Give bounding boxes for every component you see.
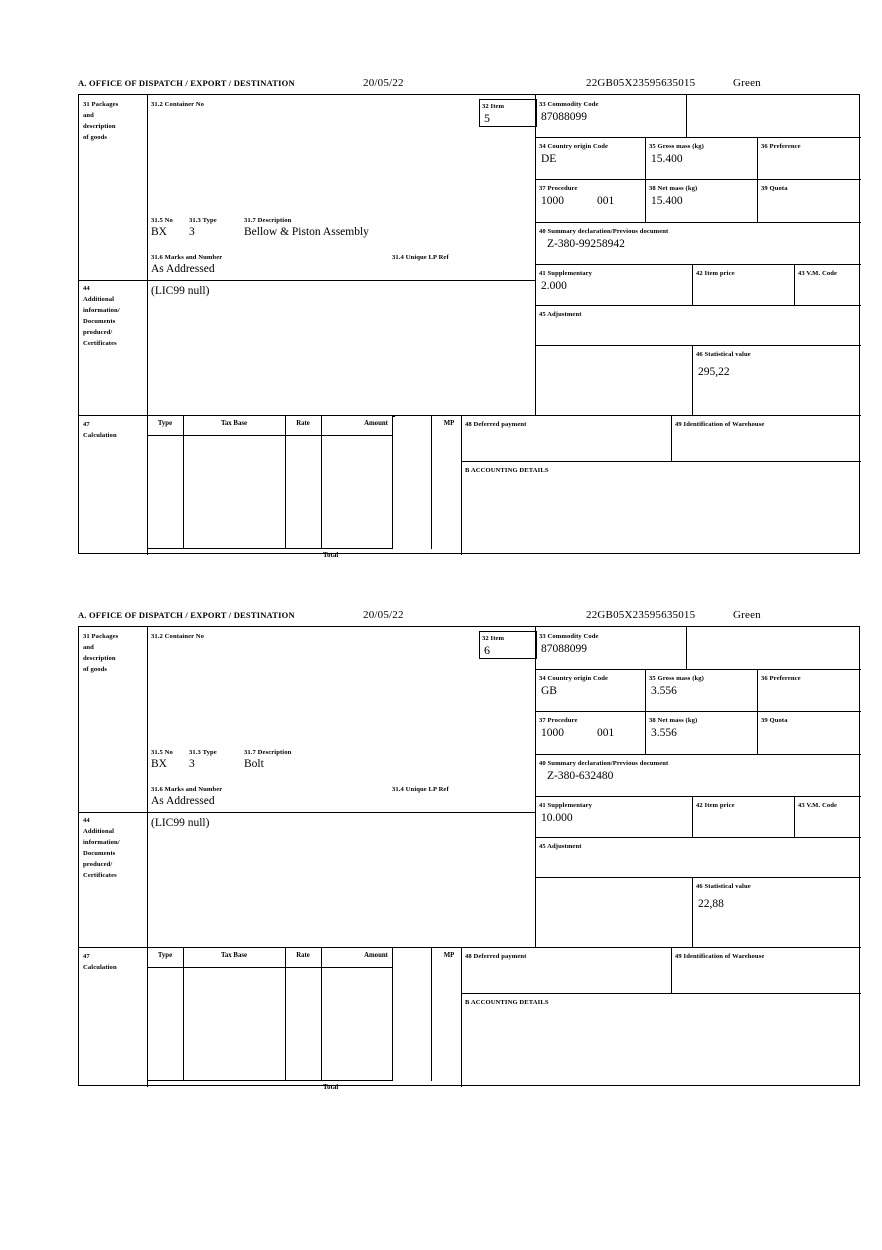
divider-calc-box48 xyxy=(461,415,462,555)
box31-3-label-2: 31.3 Type xyxy=(189,749,217,756)
box33-label: 33 Commodity Code xyxy=(539,101,599,108)
divider-under-row37 xyxy=(535,222,861,223)
calc-mp-header: MP xyxy=(443,420,455,427)
box44-label-line4-2: Documents xyxy=(83,850,116,857)
box31-4-label: 31.4 Unique LP Ref xyxy=(392,254,449,261)
calc-mp-header-2: MP xyxy=(443,952,455,959)
calc-col-divider-2-2 xyxy=(285,947,286,1081)
calc-rate-header: Rate xyxy=(296,420,310,427)
box31-label-line4: of goods xyxy=(83,134,108,141)
routing-lane-2: Green xyxy=(733,609,761,621)
box44-label-line4: Documents xyxy=(83,318,116,325)
calc-total-label: Total xyxy=(323,551,339,559)
additional-information-value: (LIC99 null) xyxy=(151,285,210,297)
calc-col-divider-1-2 xyxy=(183,947,184,1081)
box31-label-line2: and xyxy=(83,112,94,119)
divider-commodity-code xyxy=(686,95,687,137)
declaration-box-2 xyxy=(78,626,860,1091)
divider-under-row41-2 xyxy=(535,837,861,838)
box38-label: 38 Net mass (kg) xyxy=(649,185,698,192)
procedure-extra-value-2: 001 xyxy=(597,727,615,739)
box35-label-2: 35 Gross mass (kg) xyxy=(649,675,704,682)
divider-under-row37-2 xyxy=(535,754,861,755)
procedure-value-2: 1000 xyxy=(541,727,564,739)
divider-under-box48-2 xyxy=(461,993,861,994)
calc-amount-header: Amount xyxy=(364,420,388,427)
declaration-date-2: 20/05/22 xyxy=(363,609,404,621)
box31-2-label: 31.2 Container No xyxy=(151,101,205,108)
divider-box31-box44-2 xyxy=(79,812,535,813)
supplementary-value-2: 10.000 xyxy=(541,812,573,824)
box48-label: 48 Deferred payment xyxy=(465,421,527,428)
divider-before-box46-2 xyxy=(692,877,693,947)
office-of-dispatch-label-2: A. OFFICE OF DISPATCH / EXPORT / DESTINATION xyxy=(78,610,295,620)
box44-label-line3-2: information/ xyxy=(83,839,120,846)
net-mass-value: 15.400 xyxy=(651,195,683,207)
procedure-value: 1000 xyxy=(541,195,564,207)
form-header xyxy=(78,78,862,94)
marks-and-number-value-2: As Addressed xyxy=(151,795,215,807)
box36-label: 36 Preference xyxy=(761,143,801,150)
divider-box42-box43-2 xyxy=(794,796,795,837)
calc-rate-header-2: Rate xyxy=(296,952,310,959)
divider-under-row34-2 xyxy=(535,711,861,712)
box35-label: 35 Gross mass (kg) xyxy=(649,143,704,150)
divider-under-box33-2 xyxy=(535,669,861,670)
statistical-value-2: 22,88 xyxy=(698,898,724,910)
gross-mass-value-2: 3.556 xyxy=(651,685,677,697)
accounting-details-label-2: B ACCOUNTING DETAILS xyxy=(465,999,549,1006)
item-number-value-2: 6 xyxy=(484,643,490,657)
box31-label-line1-2: 31 Packages xyxy=(83,633,119,640)
summary-declaration-value: Z-380-99258942 xyxy=(547,238,625,250)
box44-label-line6: Certificates xyxy=(83,340,117,347)
box42-label-2: 42 Item price xyxy=(696,802,735,809)
box37-label: 37 Procedure xyxy=(539,185,578,192)
declaration-date: 20/05/22 xyxy=(363,77,404,89)
supplementary-value: 2.000 xyxy=(541,280,567,292)
box44-label-line2: Additional xyxy=(83,296,115,303)
form-header-2 xyxy=(78,610,862,626)
statistical-value: 295,22 xyxy=(698,366,730,378)
box32-label-2: 32 Item xyxy=(482,635,505,642)
box44-label-line5: produced/ xyxy=(83,329,113,336)
box33-label-2: 33 Commodity Code xyxy=(539,633,599,640)
calc-taxbase-header-2: Tax Base xyxy=(221,952,247,959)
declaration-form-item-6 xyxy=(78,609,862,1091)
package-type-value: 3 xyxy=(189,226,195,238)
box31-7-label-2: 31.7 Description xyxy=(244,749,292,756)
calc-total-label-2: Total xyxy=(323,1083,339,1091)
box44-label-line3: information/ xyxy=(83,307,120,314)
summary-declaration-value-2: Z-380-632480 xyxy=(547,770,614,782)
divider-box41-box42 xyxy=(692,264,693,305)
dotted-divider-box46 xyxy=(535,345,536,415)
item-number-value: 5 xyxy=(484,111,490,125)
box32-item-2 xyxy=(479,631,537,659)
additional-information-value-2: (LIC99 null) xyxy=(151,817,210,829)
box49-label-2: 49 Identification of Warehouse xyxy=(675,953,765,960)
box44-label-line5-2: produced/ xyxy=(83,861,113,868)
divider-calc-box48-2 xyxy=(461,947,462,1087)
box31-3-label: 31.3 Type xyxy=(189,217,217,224)
calculation-table-2 xyxy=(147,947,455,1091)
box34-label: 34 Country origin Code xyxy=(539,143,609,150)
package-description-value-2: Bolt xyxy=(244,758,264,770)
box47-label: 47 xyxy=(83,421,90,428)
box31-label-line3-2: description xyxy=(83,655,116,662)
office-of-dispatch-label: A. OFFICE OF DISPATCH / EXPORT / DESTINATION xyxy=(78,78,295,88)
divider-commodity-code-2 xyxy=(686,627,687,669)
box48-label-2: 48 Deferred payment xyxy=(465,953,527,960)
box40-label: 40 Summary declaration/Previous document xyxy=(539,228,669,235)
box31-5-label: 31.5 No xyxy=(151,217,173,224)
divider-under-box40-2 xyxy=(535,796,861,797)
calc-col-divider-2 xyxy=(285,415,286,549)
divider-under-box33 xyxy=(535,137,861,138)
accounting-details-label: B ACCOUNTING DETAILS xyxy=(465,467,549,474)
country-origin-code-value: DE xyxy=(541,153,557,165)
package-type-value-2: 3 xyxy=(189,758,195,770)
box47-label-line2: Calculation xyxy=(83,432,117,439)
box49-label: 49 Identification of Warehouse xyxy=(675,421,765,428)
gross-mass-value: 15.400 xyxy=(651,153,683,165)
box40-label-2: 40 Summary declaration/Previous document xyxy=(539,760,669,767)
routing-lane: Green xyxy=(733,77,761,89)
divider-under-box45 xyxy=(535,345,861,346)
box31-6-label: 31.6 Marks and Number xyxy=(151,254,223,261)
calc-col-divider-3-2 xyxy=(321,947,322,1081)
box44-label-line2-2: Additional xyxy=(83,828,115,835)
box44-label-line6-2: Certificates xyxy=(83,872,117,879)
calc-spacer xyxy=(393,415,395,417)
net-mass-value-2: 3.556 xyxy=(651,727,677,739)
box47-label-line2-2: Calculation xyxy=(83,964,117,971)
box31-label-line1: 31 Packages xyxy=(83,101,119,108)
box46-label-2: 46 Statistical value xyxy=(696,883,751,890)
declaration-form-item-5 xyxy=(78,77,862,559)
box39-label-2: 39 Quota xyxy=(761,717,788,724)
box31-5-label-2: 31.5 No xyxy=(151,749,173,756)
box31-6-label-2: 31.6 Marks and Number xyxy=(151,786,223,793)
divider-under-box40 xyxy=(535,264,861,265)
calculation-table xyxy=(147,415,455,559)
box43-label-2: 43 V.M. Code xyxy=(798,802,838,809)
box41-label-2: 41 Supplementary xyxy=(539,802,593,809)
box39-label: 39 Quota xyxy=(761,185,788,192)
box41-label: 41 Supplementary xyxy=(539,270,593,277)
calc-taxbase-header: Tax Base xyxy=(221,420,247,427)
box37-label-2: 37 Procedure xyxy=(539,717,578,724)
divider-box42-box43 xyxy=(794,264,795,305)
divider-box48-box49-2 xyxy=(671,947,672,993)
box45-label: 45 Adjustment xyxy=(539,311,582,318)
box36-label-2: 36 Preference xyxy=(761,675,801,682)
divider-box48-box49 xyxy=(671,415,672,461)
box46-label: 46 Statistical value xyxy=(696,351,751,358)
calc-type-header-2: Type xyxy=(157,952,173,959)
divider-under-box48 xyxy=(461,461,861,462)
marks-and-number-value: As Addressed xyxy=(151,263,215,275)
package-no-value: BX xyxy=(151,226,167,238)
package-description-value: Bellow & Piston Assembly xyxy=(244,226,369,238)
box47-label-2: 47 xyxy=(83,953,90,960)
calc-col-divider-4 xyxy=(431,415,432,549)
procedure-extra-value: 001 xyxy=(597,195,615,207)
box45-label-2: 45 Adjustment xyxy=(539,843,582,850)
box38-label-2: 38 Net mass (kg) xyxy=(649,717,698,724)
calc-amount-header-2: Amount xyxy=(364,952,388,959)
box31-label-line3: description xyxy=(83,123,116,130)
box31-7-label: 31.7 Description xyxy=(244,217,292,224)
box32-label: 32 Item xyxy=(482,103,505,110)
divider-under-row34 xyxy=(535,179,861,180)
calc-col-divider-3 xyxy=(321,415,322,549)
country-origin-code-value-2: GB xyxy=(541,685,557,697)
declaration-box xyxy=(78,94,860,559)
box31-label-line2-2: and xyxy=(83,644,94,651)
divider-under-box45-2 xyxy=(535,877,861,878)
calc-type-header: Type xyxy=(157,420,173,427)
box31-4-label-2: 31.4 Unique LP Ref xyxy=(392,786,449,793)
commodity-code-value: 87088099 xyxy=(541,111,587,123)
box31-2-label-2: 31.2 Container No xyxy=(151,633,205,640)
box31-label-line4-2: of goods xyxy=(83,666,108,673)
calc-col-divider-1 xyxy=(183,415,184,549)
movement-reference-number: 22GB05X23595635015 xyxy=(586,77,696,89)
movement-reference-number-2: 22GB05X23595635015 xyxy=(586,609,696,621)
divider-under-row41 xyxy=(535,305,861,306)
divider-box41-box42-2 xyxy=(692,796,693,837)
box44-label-2: 44 xyxy=(83,817,90,824)
calc-col-divider-4-2 xyxy=(431,947,432,1081)
commodity-code-value-2: 87088099 xyxy=(541,643,587,655)
box44-label: 44 xyxy=(83,285,90,292)
box34-label-2: 34 Country origin Code xyxy=(539,675,609,682)
divider-box31-box44 xyxy=(79,280,535,281)
box42-label: 42 Item price xyxy=(696,270,735,277)
dotted-divider-box46-2 xyxy=(535,877,536,947)
box43-label: 43 V.M. Code xyxy=(798,270,838,277)
divider-before-box46 xyxy=(692,345,693,415)
box32-item xyxy=(479,99,537,127)
package-no-value-2: BX xyxy=(151,758,167,770)
